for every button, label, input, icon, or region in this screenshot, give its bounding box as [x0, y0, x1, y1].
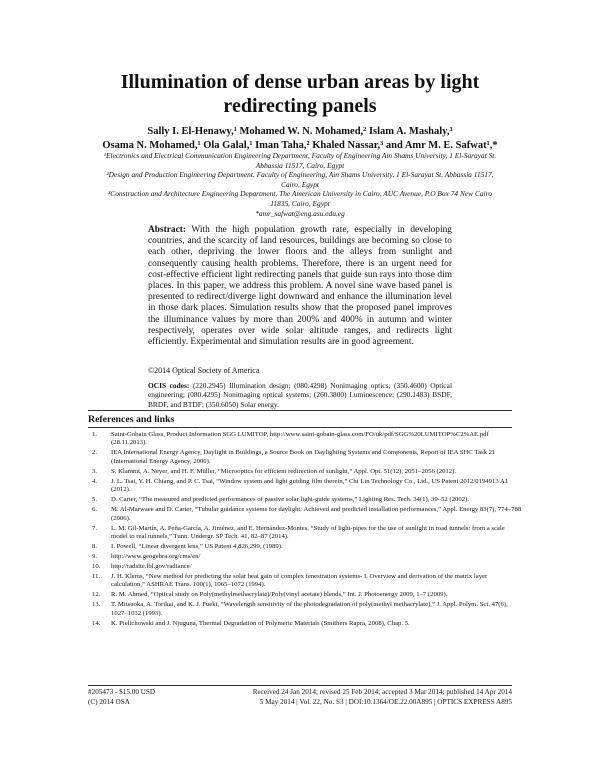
- reference-item: [92, 573, 522, 590]
- affiliation-3: ³Construction and Architecture Engineering Department, The American University in Cairo, AUC Avenue, P.O Box 74 New Cairo 11835, Cairo, Egypt: [108, 189, 492, 208]
- reference-number: 7.: [92, 524, 98, 532]
- author-line-1: Sally I. El-Henawy,¹ Mohamed W. N. Mohamed,² Islam A. Mashaly,³: [147, 126, 453, 137]
- footer-copyright: (C) 2014 OSA: [88, 697, 130, 706]
- references-top-rule: [88, 410, 512, 411]
- footer-article-price: #205473 - $15.00 USD: [88, 688, 156, 696]
- reference-text: I. Powell, “Linear divergent lens,” US Patent 4,826,299, (1989).: [111, 543, 283, 551]
- affiliations: [100, 151, 500, 218]
- reference-text: J. L. Tsai, Y. H. Chiang, and P. C. Tsai, “Window system and light guiding film therein,” Chi Lin Technology Co., Ltd., US Patent 2012/0194913 A1 (2012).: [111, 477, 509, 494]
- page-footer: [88, 688, 512, 707]
- reference-number: 14.: [92, 619, 101, 627]
- reference-text: J. H. Klems, “New method for predicting the solar heat gain of complex fenestration systems- I. Overview and derivation of the matrix layer calculation,” ASHRAE Trans. 100(1), 1065–1072 (1994).: [111, 573, 488, 589]
- reference-item: [92, 591, 522, 599]
- affiliation-1: ¹Electronics and Electrical Communication Engineering Department, Faculty of Engineering Ain Shams University, 1 El-Sarayat St. Abbassia 11517, Cairo, Egypt: [103, 151, 497, 170]
- reference-item: [92, 525, 522, 542]
- reference-number: 2.: [92, 449, 98, 457]
- reference-text: T. Mitsuoka, A. Torikai, and K. J. Fueki, “Wavelength sensitivity of the photodegradation of poly(methyl methacrylate),” J. Appl. Polym. Sci. 47(6), 1027–1032 (1993).: [111, 601, 508, 617]
- reference-text: http://radsite.lbl.gov/radiance/: [111, 563, 192, 571]
- reference-number: 9.: [92, 553, 98, 561]
- reference-item: [92, 506, 522, 523]
- reference-number: 11.: [92, 573, 101, 581]
- reference-item: [92, 468, 522, 476]
- reference-item: [92, 449, 522, 466]
- affiliation-2: ²Design and Production Engineering Department, Faculty of Engineering, Ain Shams University, 1 El-Sarayat St. Abbassia 11517, Cairo, Egypt: [106, 170, 494, 189]
- reference-item: [92, 431, 522, 448]
- reference-item: [92, 563, 522, 571]
- footer-rule: [88, 685, 512, 686]
- reference-number: 12.: [92, 591, 101, 599]
- reference-list: [92, 431, 522, 630]
- ocis-text: (220.2945) Illumination design; (080.4298) Nonimaging optics; (350.4600) Optical engineering; (080.4295) Nonimaging optical systems; (260.3800) Luminescence; (290.1483) BSDF, BRDF, and BTDF; (350.6050) Solar energy.: [148, 381, 452, 409]
- reference-number: 8.: [92, 543, 98, 551]
- ocis-codes: [148, 381, 452, 409]
- reference-text: K. Pielichowski and J. Njuguna, Thermal Degradation of Polymeric Materials (Smithers Rapra, 2008), Chap. 5.: [111, 619, 410, 627]
- reference-text: M. Al-Marwaee and D. Carter, “Tubular guidance systems for daylight: Achieved and predicted installation performances,” Appl. Energy 83(7), 774–788 (2006).: [111, 506, 522, 522]
- reference-item: [92, 553, 522, 561]
- reference-text: D. Carter, “The measured and predicted performances of passive solar light-guide systems,” Lighting Res. Tech. 34(1), 39–52 (2002).: [111, 496, 469, 504]
- reference-item: [92, 601, 522, 618]
- reference-number: 1.: [92, 431, 98, 438]
- reference-number: 3.: [92, 467, 98, 475]
- references-heading: References and links: [88, 414, 175, 425]
- ocis-label: OCIS codes:: [148, 381, 190, 390]
- reference-text: Saint-Gobain Glass, Product Information SGG LUMITOP, http://www.saint-gobain-glass.com/FO/uk/pdf/SGG%20LUMITOP%C2%AE.pdf (28.11.2013).: [111, 431, 489, 447]
- footer-journal-info: 5 May 2014 | Vol. 22, No. S3 | DOI:10.1364/OE.22.00A895 | OPTICS EXPRESS A895: [259, 697, 512, 706]
- reference-item: [92, 543, 522, 551]
- reference-number: 6.: [92, 506, 98, 514]
- references-heading-rule: [88, 427, 512, 428]
- author-line-2: Osama N. Mohamed,¹ Ola Galal,¹ Iman Taha,² Khaled Nassar,³ and Amr M. E. Safwat¹,*: [102, 140, 498, 151]
- abstract: [148, 225, 452, 348]
- reference-item: [92, 496, 522, 504]
- reference-item: [92, 478, 522, 495]
- reference-text: http://www.geogebra.org/cms/en/: [111, 553, 201, 561]
- copyright-notice: ©2014 Optical Society of America: [148, 366, 260, 375]
- reference-item: [92, 620, 522, 628]
- reference-number: 13.: [92, 601, 101, 609]
- reference-text: IEA International Energy Agency, Daylight in Buildings, a Source Book on Daylighting Systems and Components, Report of IEA SHC Task 21 (International Energy Agency, 2000).: [111, 449, 496, 465]
- paper-title: Illumination of dense urban areas by light redirecting panels: [120, 71, 480, 117]
- reference-number: 10.: [92, 563, 101, 571]
- abstract-label: Abstract:: [148, 225, 187, 235]
- author-list: [80, 125, 520, 153]
- reference-number: 4.: [92, 477, 98, 485]
- abstract-text: With the high population growth rate, especially in developing countries, and the scarcity of land resources, buildings are becoming so close to each other, depriving the lower floors and the alleys from sunlight and consequently causing health problems. Therefore, there is an urgent need for cost-effective efficient light redirecting panels that guide sun rays into those dim places. In this paper, we address this problem. A novel sine wave based panel is presented to redirect/diverge light downward and enhance the illumination level in those dark places. Simulation results show that the proposed panel improves the illuminance values by more than 200% and 400% in autumn and winter respectively, operates over wide solar altitude ranges, and redirects light efficiently. Experimental and simulation results are in good agreement.: [148, 225, 452, 348]
- reference-text: R. M. Ahmed, “Optical study on Poly(methylmethacrylate)/Poly(vinyl acetate) blends,” Int. J. Photoenergy 2009, 1–7 (2009).: [111, 591, 448, 599]
- corresponding-email[interactable]: *amr_safwat@eng.asu.edu.eg: [255, 208, 345, 218]
- reference-text: S. Klammt, A. Neyer, and H. F. Müller, “Microoptics for efficient redirection of sunlight,” Appl. Opt. 51(12), 2051–2056 (2012).: [111, 467, 457, 475]
- reference-text: L. M. Gil-Martín, A. Peña-García, A. Jiménez, and E. Hernández-Montes, “Study of light-pipes for the use of sunlight in road tunnels: from a scale model to real tunnels,” Tunn. Undergr. SP Tech. 41, 82–87 (2014).: [111, 524, 505, 541]
- reference-number: 5.: [92, 496, 98, 504]
- footer-dates: Received 24 Jan 2014; revised 25 Feb 2014; accepted 3 Mar 2014; published 14 Apr 2014: [252, 688, 512, 696]
